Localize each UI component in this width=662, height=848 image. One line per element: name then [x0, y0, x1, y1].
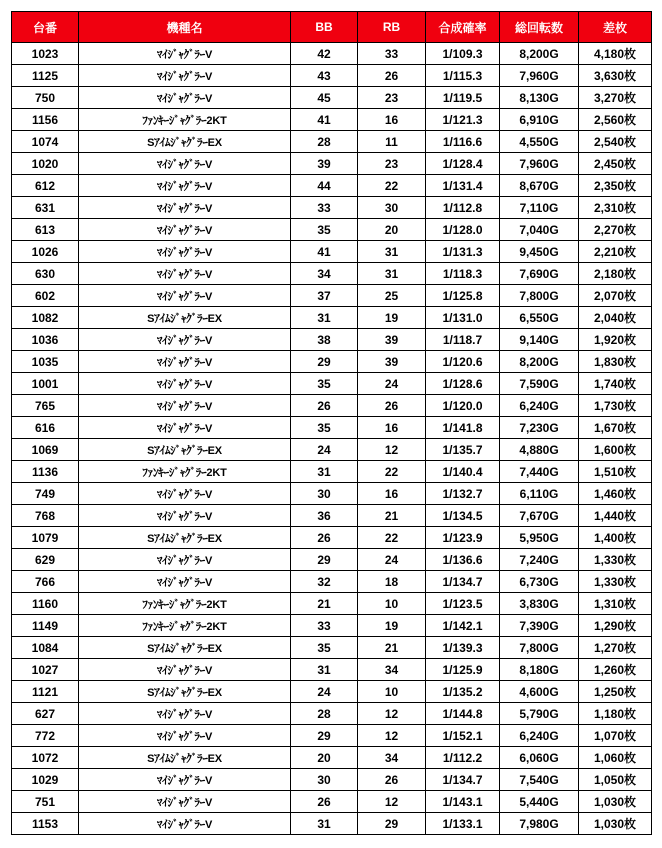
coin-difference-cell: 1,050枚 [579, 769, 652, 791]
total-spins-cell: 9,450G [500, 241, 579, 263]
rb-cell: 10 [358, 593, 426, 615]
total-spins-cell: 9,140G [500, 329, 579, 351]
machine-number-cell: 1069 [12, 439, 79, 461]
table-row [12, 461, 652, 483]
rb-cell: 22 [358, 461, 426, 483]
combined-probability-cell: 1/133.1 [426, 813, 500, 835]
machine-number-cell: 1026 [12, 241, 79, 263]
coin-difference-cell: 2,180枚 [579, 263, 652, 285]
combined-probability-cell: 1/135.2 [426, 681, 500, 703]
slot-data-table [11, 11, 652, 835]
rb-cell: 34 [358, 747, 426, 769]
total-spins-cell: 8,670G [500, 175, 579, 197]
machine-number-cell: 1079 [12, 527, 79, 549]
bb-cell: 32 [291, 571, 358, 593]
total-spins-cell: 7,670G [500, 505, 579, 527]
total-spins-cell: 6,240G [500, 395, 579, 417]
rb-cell: 26 [358, 65, 426, 87]
table-row [12, 439, 652, 461]
coin-difference-cell: 1,600枚 [579, 439, 652, 461]
model-name-cell: ﾏｲｼﾞｬｸﾞﾗｰV [79, 87, 291, 109]
coin-difference-cell: 1,740枚 [579, 373, 652, 395]
total-spins-cell: 7,110G [500, 197, 579, 219]
table-row [12, 43, 652, 65]
coin-difference-cell: 1,330枚 [579, 571, 652, 593]
table-body [12, 43, 652, 835]
combined-probability-cell: 1/144.8 [426, 703, 500, 725]
coin-difference-cell: 2,450枚 [579, 153, 652, 175]
machine-number-cell: 627 [12, 703, 79, 725]
model-name-cell: ﾏｲｼﾞｬｸﾞﾗｰV [79, 351, 291, 373]
total-spins-cell: 8,130G [500, 87, 579, 109]
bb-cell: 26 [291, 395, 358, 417]
coin-difference-cell: 2,310枚 [579, 197, 652, 219]
coin-difference-cell: 2,210枚 [579, 241, 652, 263]
table-row [12, 505, 652, 527]
table-row [12, 131, 652, 153]
table-row [12, 351, 652, 373]
total-spins-cell: 7,240G [500, 549, 579, 571]
machine-number-cell: 629 [12, 549, 79, 571]
rb-cell: 23 [358, 153, 426, 175]
table-row [12, 813, 652, 835]
header-model-name: 機種名 [79, 12, 291, 43]
model-name-cell: ﾏｲｼﾞｬｸﾞﾗｰV [79, 219, 291, 241]
bb-cell: 37 [291, 285, 358, 307]
model-name-cell: ﾌｧﾝｷｰｼﾞｬｸﾞﾗｰ2KT [79, 615, 291, 637]
bb-cell: 45 [291, 87, 358, 109]
table-row [12, 747, 652, 769]
machine-number-cell: 750 [12, 87, 79, 109]
machine-number-cell: 1082 [12, 307, 79, 329]
total-spins-cell: 4,600G [500, 681, 579, 703]
bb-cell: 30 [291, 483, 358, 505]
coin-difference-cell: 1,030枚 [579, 813, 652, 835]
table-row [12, 109, 652, 131]
rb-cell: 30 [358, 197, 426, 219]
bb-cell: 44 [291, 175, 358, 197]
total-spins-cell: 8,180G [500, 659, 579, 681]
model-name-cell: ﾏｲｼﾞｬｸﾞﾗｰV [79, 263, 291, 285]
bb-cell: 34 [291, 263, 358, 285]
bb-cell: 38 [291, 329, 358, 351]
machine-number-cell: 766 [12, 571, 79, 593]
combined-probability-cell: 1/125.9 [426, 659, 500, 681]
table-row [12, 527, 652, 549]
total-spins-cell: 6,060G [500, 747, 579, 769]
total-spins-cell: 7,800G [500, 285, 579, 307]
machine-number-cell: 1020 [12, 153, 79, 175]
total-spins-cell: 4,550G [500, 131, 579, 153]
model-name-cell: ﾏｲｼﾞｬｸﾞﾗｰV [79, 417, 291, 439]
model-name-cell: ﾏｲｼﾞｬｸﾞﾗｰV [79, 505, 291, 527]
model-name-cell: ﾏｲｼﾞｬｸﾞﾗｰV [79, 813, 291, 835]
model-name-cell: ﾏｲｼﾞｬｸﾞﾗｰV [79, 725, 291, 747]
total-spins-cell: 7,800G [500, 637, 579, 659]
bb-cell: 31 [291, 813, 358, 835]
combined-probability-cell: 1/131.3 [426, 241, 500, 263]
rb-cell: 21 [358, 505, 426, 527]
model-name-cell: ﾌｧﾝｷｰｼﾞｬｸﾞﾗｰ2KT [79, 109, 291, 131]
machine-number-cell: 602 [12, 285, 79, 307]
combined-probability-cell: 1/118.3 [426, 263, 500, 285]
rb-cell: 29 [358, 813, 426, 835]
bb-cell: 26 [291, 527, 358, 549]
coin-difference-cell: 2,040枚 [579, 307, 652, 329]
coin-difference-cell: 1,030枚 [579, 791, 652, 813]
machine-number-cell: 1084 [12, 637, 79, 659]
header-machine-number: 台番 [12, 12, 79, 43]
model-name-cell: ﾏｲｼﾞｬｸﾞﾗｰV [79, 703, 291, 725]
model-name-cell: ﾌｧﾝｷｰｼﾞｬｸﾞﾗｰ2KT [79, 461, 291, 483]
bb-cell: 33 [291, 615, 358, 637]
coin-difference-cell: 1,310枚 [579, 593, 652, 615]
model-name-cell: SｱｲﾑｼﾞｬｸﾞﾗｰEX [79, 439, 291, 461]
coin-difference-cell: 1,250枚 [579, 681, 652, 703]
bb-cell: 35 [291, 417, 358, 439]
combined-probability-cell: 1/134.7 [426, 571, 500, 593]
rb-cell: 20 [358, 219, 426, 241]
machine-number-cell: 1072 [12, 747, 79, 769]
machine-number-cell: 612 [12, 175, 79, 197]
machine-number-cell: 772 [12, 725, 79, 747]
machine-number-cell: 1160 [12, 593, 79, 615]
table-row [12, 65, 652, 87]
rb-cell: 23 [358, 87, 426, 109]
rb-cell: 19 [358, 307, 426, 329]
model-name-cell: ﾏｲｼﾞｬｸﾞﾗｰV [79, 65, 291, 87]
coin-difference-cell: 1,730枚 [579, 395, 652, 417]
combined-probability-cell: 1/112.8 [426, 197, 500, 219]
rb-cell: 22 [358, 527, 426, 549]
machine-number-cell: 1121 [12, 681, 79, 703]
rb-cell: 24 [358, 549, 426, 571]
bb-cell: 41 [291, 109, 358, 131]
rb-cell: 19 [358, 615, 426, 637]
coin-difference-cell: 1,400枚 [579, 527, 652, 549]
table-row [12, 659, 652, 681]
table-row [12, 241, 652, 263]
bb-cell: 31 [291, 307, 358, 329]
combined-probability-cell: 1/118.7 [426, 329, 500, 351]
bb-cell: 41 [291, 241, 358, 263]
machine-number-cell: 631 [12, 197, 79, 219]
combined-probability-cell: 1/136.6 [426, 549, 500, 571]
model-name-cell: SｱｲﾑｼﾞｬｸﾞﾗｰEX [79, 131, 291, 153]
combined-probability-cell: 1/131.4 [426, 175, 500, 197]
table-row [12, 769, 652, 791]
machine-number-cell: 630 [12, 263, 79, 285]
machine-number-cell: 1029 [12, 769, 79, 791]
rb-cell: 16 [358, 483, 426, 505]
coin-difference-cell: 1,270枚 [579, 637, 652, 659]
table-row [12, 307, 652, 329]
combined-probability-cell: 1/109.3 [426, 43, 500, 65]
bb-cell: 29 [291, 351, 358, 373]
bb-cell: 29 [291, 725, 358, 747]
rb-cell: 16 [358, 417, 426, 439]
rb-cell: 26 [358, 769, 426, 791]
coin-difference-cell: 2,270枚 [579, 219, 652, 241]
bb-cell: 24 [291, 439, 358, 461]
table-row [12, 637, 652, 659]
coin-difference-cell: 1,330枚 [579, 549, 652, 571]
machine-number-cell: 1136 [12, 461, 79, 483]
combined-probability-cell: 1/139.3 [426, 637, 500, 659]
total-spins-cell: 7,040G [500, 219, 579, 241]
bb-cell: 39 [291, 153, 358, 175]
table-row [12, 571, 652, 593]
model-name-cell: ﾏｲｼﾞｬｸﾞﾗｰV [79, 549, 291, 571]
bb-cell: 42 [291, 43, 358, 65]
table-row [12, 87, 652, 109]
combined-probability-cell: 1/141.8 [426, 417, 500, 439]
combined-probability-cell: 1/120.0 [426, 395, 500, 417]
table-row [12, 373, 652, 395]
total-spins-cell: 5,950G [500, 527, 579, 549]
rb-cell: 26 [358, 395, 426, 417]
bb-cell: 35 [291, 637, 358, 659]
machine-number-cell: 1001 [12, 373, 79, 395]
combined-probability-cell: 1/128.0 [426, 219, 500, 241]
header-total-spins: 総回転数 [500, 12, 579, 43]
coin-difference-cell: 1,830枚 [579, 351, 652, 373]
bb-cell: 28 [291, 131, 358, 153]
coin-difference-cell: 2,350枚 [579, 175, 652, 197]
header-rb: RB [358, 12, 426, 43]
model-name-cell: ﾏｲｼﾞｬｸﾞﾗｰV [79, 329, 291, 351]
bb-cell: 28 [291, 703, 358, 725]
total-spins-cell: 6,550G [500, 307, 579, 329]
machine-number-cell: 1036 [12, 329, 79, 351]
table-row [12, 197, 652, 219]
rb-cell: 31 [358, 241, 426, 263]
coin-difference-cell: 1,180枚 [579, 703, 652, 725]
coin-difference-cell: 1,440枚 [579, 505, 652, 527]
bb-cell: 35 [291, 373, 358, 395]
coin-difference-cell: 1,060枚 [579, 747, 652, 769]
total-spins-cell: 6,910G [500, 109, 579, 131]
table-row [12, 681, 652, 703]
total-spins-cell: 6,240G [500, 725, 579, 747]
table-row [12, 395, 652, 417]
machine-number-cell: 1153 [12, 813, 79, 835]
combined-probability-cell: 1/123.9 [426, 527, 500, 549]
combined-probability-cell: 1/134.7 [426, 769, 500, 791]
model-name-cell: ﾏｲｼﾞｬｸﾞﾗｰV [79, 769, 291, 791]
table-row [12, 263, 652, 285]
total-spins-cell: 7,390G [500, 615, 579, 637]
rb-cell: 12 [358, 725, 426, 747]
model-name-cell: ﾏｲｼﾞｬｸﾞﾗｰV [79, 153, 291, 175]
bb-cell: 36 [291, 505, 358, 527]
total-spins-cell: 7,230G [500, 417, 579, 439]
machine-number-cell: 1023 [12, 43, 79, 65]
rb-cell: 18 [358, 571, 426, 593]
total-spins-cell: 3,830G [500, 593, 579, 615]
model-name-cell: SｱｲﾑｼﾞｬｸﾞﾗｰEX [79, 637, 291, 659]
rb-cell: 31 [358, 263, 426, 285]
total-spins-cell: 7,960G [500, 65, 579, 87]
table-row [12, 285, 652, 307]
combined-probability-cell: 1/125.8 [426, 285, 500, 307]
combined-probability-cell: 1/152.1 [426, 725, 500, 747]
coin-difference-cell: 4,180枚 [579, 43, 652, 65]
machine-number-cell: 1149 [12, 615, 79, 637]
table-row [12, 549, 652, 571]
machine-number-cell: 1156 [12, 109, 79, 131]
table-row [12, 417, 652, 439]
header-bb: BB [291, 12, 358, 43]
combined-probability-cell: 1/132.7 [426, 483, 500, 505]
table-row [12, 219, 652, 241]
rb-cell: 39 [358, 329, 426, 351]
bb-cell: 31 [291, 461, 358, 483]
coin-difference-cell: 3,630枚 [579, 65, 652, 87]
combined-probability-cell: 1/116.6 [426, 131, 500, 153]
rb-cell: 21 [358, 637, 426, 659]
coin-difference-cell: 2,560枚 [579, 109, 652, 131]
bb-cell: 43 [291, 65, 358, 87]
coin-difference-cell: 1,670枚 [579, 417, 652, 439]
combined-probability-cell: 1/135.7 [426, 439, 500, 461]
model-name-cell: SｱｲﾑｼﾞｬｸﾞﾗｰEX [79, 747, 291, 769]
model-name-cell: ﾏｲｼﾞｬｸﾞﾗｰV [79, 175, 291, 197]
total-spins-cell: 7,540G [500, 769, 579, 791]
rb-cell: 25 [358, 285, 426, 307]
combined-probability-cell: 1/119.5 [426, 87, 500, 109]
model-name-cell: ﾏｲｼﾞｬｸﾞﾗｰV [79, 395, 291, 417]
model-name-cell: SｱｲﾑｼﾞｬｸﾞﾗｰEX [79, 527, 291, 549]
model-name-cell: ﾏｲｼﾞｬｸﾞﾗｰV [79, 285, 291, 307]
machine-number-cell: 613 [12, 219, 79, 241]
model-name-cell: ﾏｲｼﾞｬｸﾞﾗｰV [79, 483, 291, 505]
header-coin-difference: 差枚 [579, 12, 652, 43]
table-row [12, 329, 652, 351]
table-row [12, 791, 652, 813]
model-name-cell: SｱｲﾑｼﾞｬｸﾞﾗｰEX [79, 681, 291, 703]
model-name-cell: ﾏｲｼﾞｬｸﾞﾗｰV [79, 241, 291, 263]
machine-number-cell: 1125 [12, 65, 79, 87]
coin-difference-cell: 2,540枚 [579, 131, 652, 153]
coin-difference-cell: 1,510枚 [579, 461, 652, 483]
table-row [12, 703, 652, 725]
total-spins-cell: 7,590G [500, 373, 579, 395]
coin-difference-cell: 1,290枚 [579, 615, 652, 637]
bb-cell: 30 [291, 769, 358, 791]
rb-cell: 16 [358, 109, 426, 131]
total-spins-cell: 5,440G [500, 791, 579, 813]
machine-number-cell: 765 [12, 395, 79, 417]
machine-number-cell: 1074 [12, 131, 79, 153]
coin-difference-cell: 2,070枚 [579, 285, 652, 307]
coin-difference-cell: 3,270枚 [579, 87, 652, 109]
bb-cell: 24 [291, 681, 358, 703]
coin-difference-cell: 1,920枚 [579, 329, 652, 351]
total-spins-cell: 6,110G [500, 483, 579, 505]
combined-probability-cell: 1/140.4 [426, 461, 500, 483]
rb-cell: 22 [358, 175, 426, 197]
rb-cell: 10 [358, 681, 426, 703]
rb-cell: 33 [358, 43, 426, 65]
machine-number-cell: 1035 [12, 351, 79, 373]
table-row [12, 615, 652, 637]
combined-probability-cell: 1/128.4 [426, 153, 500, 175]
total-spins-cell: 7,690G [500, 263, 579, 285]
total-spins-cell: 8,200G [500, 351, 579, 373]
total-spins-cell: 6,730G [500, 571, 579, 593]
total-spins-cell: 5,790G [500, 703, 579, 725]
total-spins-cell: 7,960G [500, 153, 579, 175]
model-name-cell: SｱｲﾑｼﾞｬｸﾞﾗｰEX [79, 307, 291, 329]
model-name-cell: ﾏｲｼﾞｬｸﾞﾗｰV [79, 373, 291, 395]
coin-difference-cell: 1,070枚 [579, 725, 652, 747]
rb-cell: 12 [358, 703, 426, 725]
total-spins-cell: 8,200G [500, 43, 579, 65]
bb-cell: 21 [291, 593, 358, 615]
header-row [12, 12, 652, 43]
model-name-cell: ﾏｲｼﾞｬｸﾞﾗｰV [79, 791, 291, 813]
model-name-cell: ﾏｲｼﾞｬｸﾞﾗｰV [79, 659, 291, 681]
combined-probability-cell: 1/128.6 [426, 373, 500, 395]
combined-probability-cell: 1/134.5 [426, 505, 500, 527]
total-spins-cell: 7,440G [500, 461, 579, 483]
table-row [12, 483, 652, 505]
combined-probability-cell: 1/115.3 [426, 65, 500, 87]
combined-probability-cell: 1/142.1 [426, 615, 500, 637]
model-name-cell: ﾏｲｼﾞｬｸﾞﾗｰV [79, 43, 291, 65]
table-row [12, 593, 652, 615]
table-row [12, 153, 652, 175]
model-name-cell: ﾏｲｼﾞｬｸﾞﾗｰV [79, 197, 291, 219]
table-row [12, 725, 652, 747]
combined-probability-cell: 1/121.3 [426, 109, 500, 131]
bb-cell: 26 [291, 791, 358, 813]
bb-cell: 31 [291, 659, 358, 681]
bb-cell: 20 [291, 747, 358, 769]
table-row [12, 175, 652, 197]
rb-cell: 12 [358, 791, 426, 813]
combined-probability-cell: 1/112.2 [426, 747, 500, 769]
rb-cell: 39 [358, 351, 426, 373]
combined-probability-cell: 1/123.5 [426, 593, 500, 615]
bb-cell: 33 [291, 197, 358, 219]
machine-number-cell: 616 [12, 417, 79, 439]
header-combined-probability: 合成確率 [426, 12, 500, 43]
machine-number-cell: 768 [12, 505, 79, 527]
rb-cell: 24 [358, 373, 426, 395]
total-spins-cell: 7,980G [500, 813, 579, 835]
combined-probability-cell: 1/120.6 [426, 351, 500, 373]
total-spins-cell: 4,880G [500, 439, 579, 461]
machine-number-cell: 749 [12, 483, 79, 505]
bb-cell: 29 [291, 549, 358, 571]
rb-cell: 11 [358, 131, 426, 153]
rb-cell: 34 [358, 659, 426, 681]
coin-difference-cell: 1,260枚 [579, 659, 652, 681]
rb-cell: 12 [358, 439, 426, 461]
machine-number-cell: 751 [12, 791, 79, 813]
coin-difference-cell: 1,460枚 [579, 483, 652, 505]
combined-probability-cell: 1/143.1 [426, 791, 500, 813]
model-name-cell: ﾌｧﾝｷｰｼﾞｬｸﾞﾗｰ2KT [79, 593, 291, 615]
model-name-cell: ﾏｲｼﾞｬｸﾞﾗｰV [79, 571, 291, 593]
combined-probability-cell: 1/131.0 [426, 307, 500, 329]
bb-cell: 35 [291, 219, 358, 241]
machine-number-cell: 1027 [12, 659, 79, 681]
